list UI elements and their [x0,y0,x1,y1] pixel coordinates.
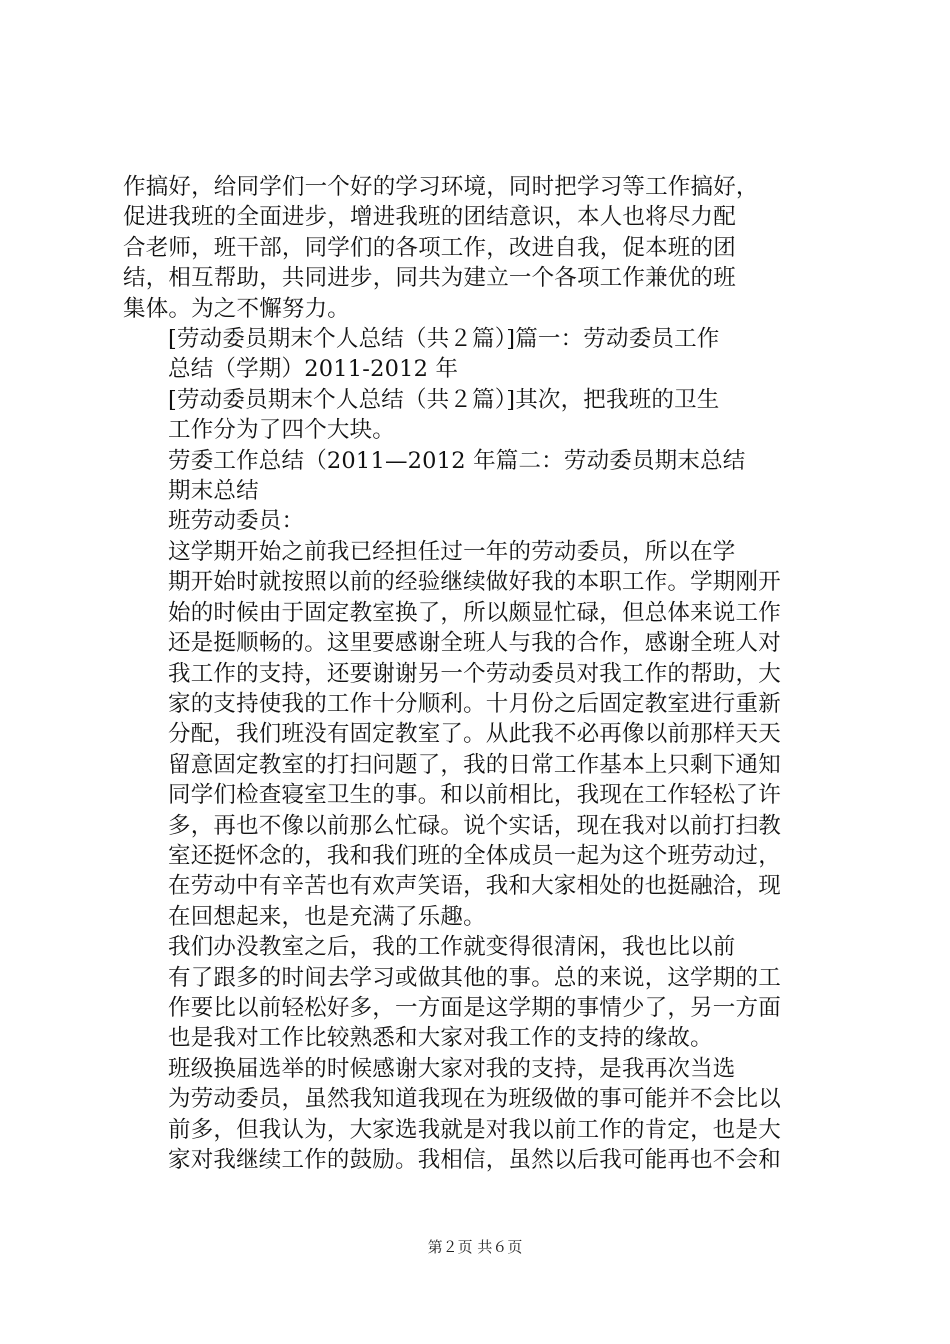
text-line: 期末总结 [168,478,259,505]
text-line: 我们办没教室之后，我的工作就变得很清闲，我也比以前 [168,934,736,961]
text-line: 同学们检查寝室卫生的事。和以前相比，我现在工作轻松了许 [168,782,781,809]
paragraph [123,932,835,1054]
text-line: 前多，但我认为，大家选我就是对我以前工作的肯定，也是大 [168,1116,781,1143]
text-line: 多，再也不像以前那么忙碌。说个实话，现在我对以前打扫教 [168,812,781,839]
paragraph [123,537,835,932]
text-line: 结，相互帮助，共同进步，同共为建立一个各项工作兼优的班 [123,265,736,292]
text-line: 工作分为了四个大块。 [168,417,396,444]
text-line: 劳委工作总结（2011—2012 年篇二：劳动委员期末总结 [168,447,746,474]
text-line: 有了跟多的时间去学习或做其他的事。总的来说，这学期的工 [168,964,781,991]
page-footer: 第２页 共６页 [427,1238,523,1256]
text-line: 在回想起来，也是充满了乐趣。 [168,903,486,930]
text-line: 班劳动委员： [168,508,305,535]
text-line: 促进我班的全面进步，增进我班的团结意识，本人也将尽力配 [123,204,736,231]
text-line: 合老师，班干部，同学们的各项工作，改进自我，促本班的团 [123,234,736,261]
paragraph [123,1054,835,1176]
text-line: 家的支持使我的工作十分顺利。十月份之后固定教室进行重新 [168,690,781,717]
text-line: [劳动委员期末个人总结（共２篇）]其次，把我班的卫生 [168,386,720,413]
text-line: 室还挺怀念的，我和我们班的全体成员一起为这个班劳动过， [168,842,781,869]
paragraph [123,446,835,476]
text-line: 为劳动委员，虽然我知道我现在为班级做的事可能并不会比以 [168,1086,781,1113]
paragraph [123,172,835,324]
text-line: 这学期开始之前我已经担任过一年的劳动委员，所以在学 [168,538,736,565]
text-line: 也是我对工作比较熟悉和大家对我工作的支持的缘故。 [168,1025,713,1052]
text-line: 作要比以前轻松好多，一方面是这学期的事情少了，另一方面 [168,994,781,1021]
text-line: 总结（学期）2011-2012 年 [168,356,459,383]
text-line: [劳动委员期末个人总结（共２篇）]篇一：劳动委员工作 [168,326,720,353]
paragraph [123,506,835,536]
text-line: 留意固定教室的打扫问题了，我的日常工作基本上只剩下通知 [168,751,781,778]
text-line: 期开始时就按照以前的经验继续做好我的本职工作。学期刚开 [168,569,781,596]
text-line: 始的时候由于固定教室换了，所以颇显忙碌，但总体来说工作 [168,599,781,626]
text-line: 家对我继续工作的鼓励。我相信，虽然以后我可能再也不会和 [168,1147,781,1173]
text-line: 我工作的支持，还要谢谢另一个劳动委员对我工作的帮助，大 [168,660,781,687]
paragraph [123,385,835,446]
text-line: 作搞好，给同学们一个好的学习环境，同时把学习等工作搞好， [123,174,759,200]
paragraph [123,324,835,385]
document-body [123,172,835,1175]
text-line: 还是挺顺畅的。这里要感谢全班人与我的合作，感谢全班人对 [168,630,781,657]
paragraph [123,476,835,506]
text-line: 在劳动中有辛苦也有欢声笑语，我和大家相处的也挺融洽，现 [168,873,781,900]
text-line: 班级换届选举的时候感谢大家对我的支持，是我再次当选 [168,1055,736,1082]
text-line: 分配，我们班没有固定教室了。从此我不必再像以前那样天天 [168,721,781,748]
text-line: 集体。为之不懈努力。 [123,295,351,322]
